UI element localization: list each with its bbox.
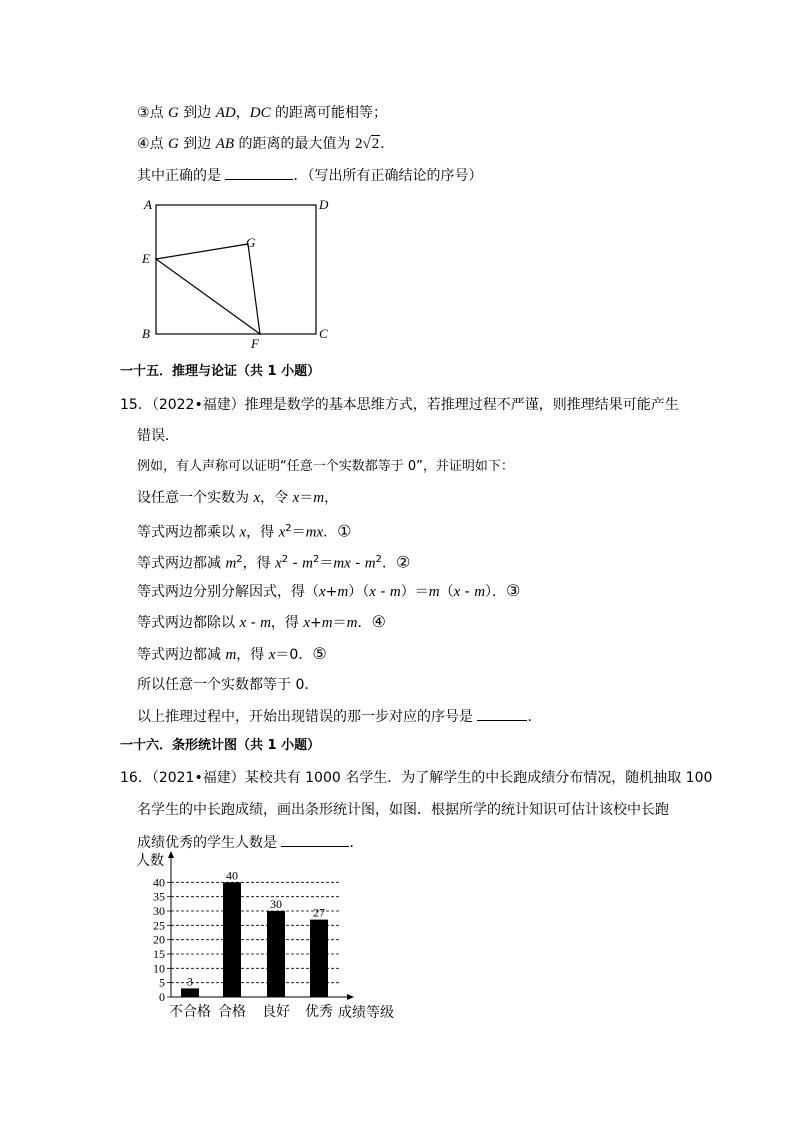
y-axis-label: 人数: [136, 854, 164, 869]
triangle-egf: [156, 244, 260, 334]
q14-prompt: 其中正确的是 ．（写出所有正确结论的序号）: [137, 165, 482, 186]
section-15-title: 一十五．推理与论证（共 1 小题）: [120, 364, 321, 379]
answer-blank[interactable]: [477, 706, 527, 721]
q16-line1: 16．（2021•福建）某校共有 1000 名学生．为了解学生的中长跑成绩分布情况，随机抽取 100: [120, 770, 713, 786]
y-tick-label: 25: [153, 918, 165, 933]
q14-item3: ③点 G 到边 AD，DC 的距离可能相等；: [137, 105, 388, 121]
q15-line2: 错误．: [137, 428, 179, 444]
y-tick-label: 0: [159, 990, 165, 1004]
bar-1: [223, 882, 241, 997]
q15-line3: 例如，有人声称可以证明“任意一个实数都等于 0”，并证明如下：: [137, 459, 514, 474]
y-tick-label: 35: [153, 889, 165, 904]
bar-value-label: 30: [270, 897, 282, 911]
q15-step4: 等式两边都除以 x - m，得 x+m＝m．④: [137, 612, 386, 631]
y-axis-arrow: [168, 851, 174, 858]
q14-item4: ④点 G 到边 AB 的距离的最大值为 2√2．: [137, 136, 395, 152]
label-D: D: [319, 197, 329, 212]
x-tick-label: 合格: [218, 1005, 246, 1020]
q15-step0: 设任意一个实数为 x，令 x＝m，: [137, 490, 339, 506]
x-axis-arrow: [347, 994, 354, 1000]
label-G: G: [246, 235, 256, 250]
section-16-title: 一十六．条形统计图（共 1 小题）: [120, 738, 321, 753]
label-F: F: [251, 336, 259, 351]
y-tick-label: 20: [153, 932, 165, 947]
sqrt-expression: 2√2: [355, 136, 380, 152]
answer-blank[interactable]: [281, 832, 349, 847]
bar-3: [310, 920, 328, 997]
bar-2: [267, 911, 285, 997]
rectangle-figure: [136, 193, 341, 353]
label-A: A: [144, 197, 152, 212]
answer-blank[interactable]: [225, 165, 293, 180]
label-B: B: [142, 326, 150, 341]
x-axis-label: 成绩等级: [338, 1006, 394, 1021]
label-E: E: [142, 251, 150, 266]
q15-step5: 等式两边都减 m，得 x＝0．⑤: [137, 644, 327, 663]
q16-line3: 成绩优秀的学生人数是 ．: [137, 832, 363, 853]
x-tick-label: 不合格: [169, 1005, 211, 1020]
y-tick-label: 30: [153, 904, 165, 918]
x-tick-label: 良好: [262, 1005, 290, 1020]
q15-line4: 所以任意一个实数都等于 0．: [137, 677, 319, 693]
bar-value-label: 27: [313, 905, 325, 920]
bar-chart: [135, 848, 410, 1026]
q15-line1: 15．（2022•福建）推理是数学的基本思维方式，若推理过程不严谨，则推理结果可能产生: [120, 397, 679, 413]
q15-step2: 等式两边都减 $m^2$，得 $x^2 - m^2=mx - m^2$．②: [137, 552, 411, 572]
y-tick-label: 40: [153, 875, 165, 890]
bar-0: [181, 988, 199, 997]
q15-line5: 以上推理过程中，开始出现错误的那一步对应的序号是 ．: [137, 706, 541, 727]
bar-value-label: 3: [187, 974, 193, 989]
y-tick-label: 5: [159, 975, 165, 990]
y-tick-label: 15: [153, 947, 165, 961]
q15-step3: 等式两边分别分解因式，得（x+m）（x - m）＝m（x - m）．③: [137, 581, 521, 600]
q15-step1: 等式两边都乘以 x，得 $x^2=mx$．①: [137, 521, 352, 541]
rectangle-abcd: [156, 205, 316, 334]
label-C: C: [319, 326, 328, 341]
bar-value-label: 40: [226, 868, 238, 883]
q16-line2: 名学生的中长跑成绩，画出条形统计图，如图．根据所学的统计知识可估计该校中长跑: [137, 802, 669, 818]
x-tick-label: 优秀: [305, 1005, 333, 1020]
y-tick-label: 10: [153, 961, 165, 976]
